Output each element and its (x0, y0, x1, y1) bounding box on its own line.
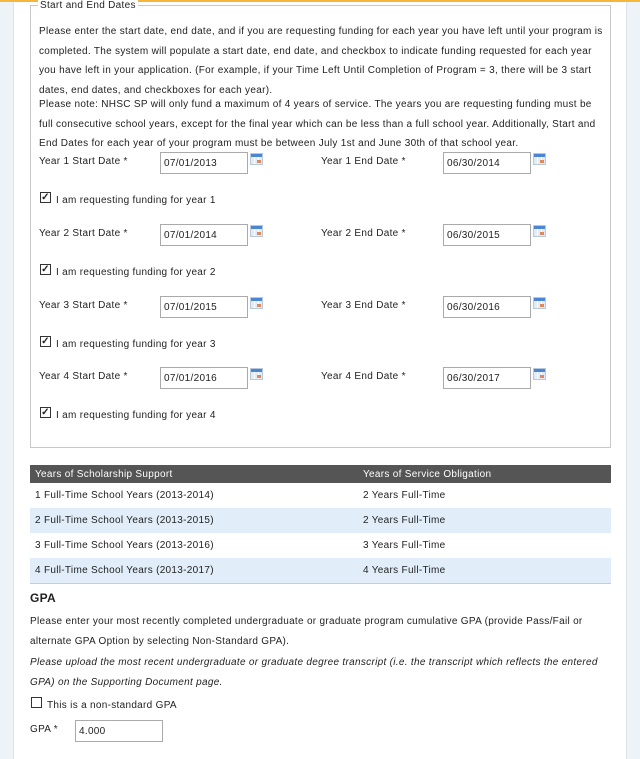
year-4-end-label: Year 4 End Date * (321, 371, 406, 382)
year-2-start-input[interactable]: 07/01/2014 (160, 224, 248, 246)
year-2-funding-label: I am requesting funding for year 2 (56, 267, 216, 278)
table-row (30, 483, 611, 508)
gpa-upload-note: Please upload the most recent undergraduate or graduate degree transcript (i.e. the transcript which reflects the entered GPA) on the Supporting Document page. (30, 657, 598, 688)
gpa-label: GPA * (30, 724, 58, 735)
year-3-end-label: Year 3 End Date * (321, 300, 406, 311)
year-3-start-input[interactable]: 07/01/2015 (160, 296, 248, 318)
year-2-start-label: Year 2 Start Date * (39, 228, 128, 239)
year-4-start-label: Year 4 Start Date * (39, 371, 128, 382)
year-1-start-label: Year 1 Start Date * (39, 156, 128, 167)
year-1-funding-label: I am requesting funding for year 1 (56, 195, 216, 206)
year-4-end-input[interactable]: 06/30/2017 (443, 367, 531, 389)
calendar-icon[interactable] (533, 225, 546, 237)
scholarship-table (30, 465, 611, 584)
calendar-icon[interactable] (250, 153, 263, 165)
year-1-end-input[interactable]: 06/30/2014 (443, 152, 531, 174)
year-3-funding-checkbox[interactable]: ✓ (41, 336, 50, 347)
gpa-input[interactable]: 4.000 (75, 720, 163, 742)
year-4-funding-checkbox[interactable]: ✓ (41, 407, 50, 418)
obligation-cell: 2 Years Full-Time (358, 508, 611, 533)
calendar-icon[interactable] (250, 368, 263, 380)
calendar-icon[interactable] (250, 225, 263, 237)
intro-text: Please enter the start date, end date, and if you are requesting funding for each year you have left until your program is completed. The system will populate a start date, end date, and checkbox to indicate funding requested for each year you have left in your application. (For example, if your Time Left Until Completion of Program = 3, there will be 3 start dates, end dates, and checkboxes for each year). (39, 26, 603, 96)
calendar-icon[interactable] (533, 368, 546, 380)
calendar-icon[interactable] (533, 153, 546, 165)
year-3-start-label: Year 3 Start Date * (39, 300, 128, 311)
support-cell: 1 Full-Time School Years (2013-2014) (35, 490, 214, 501)
year-4-start-input[interactable]: 07/01/2016 (160, 367, 248, 389)
calendar-icon[interactable] (533, 297, 546, 309)
calendar-icon[interactable] (250, 297, 263, 309)
gpa-instructions: Please enter your most recently completed undergraduate or graduate program cumulative GPA (provide Pass/Fail or alternate GPA Option by selecting Non-Standard GPA). (30, 616, 583, 647)
table-row (30, 558, 611, 583)
year-1-funding-checkbox[interactable]: ✓ (41, 192, 50, 203)
year-1-start-input[interactable]: 07/01/2013 (160, 152, 248, 174)
note-text: Please note: NHSC SP will only fund a maximum of 4 years of service. The years you are requesting funding must be full consecutive school years, except for the final year which can be less than a full school year. Additionally, Start and End Dates for each year of your program must be between July 1st and June 30th of that school year. (39, 99, 596, 149)
fieldset-legend: Start and End Dates (40, 0, 136, 11)
obligation-cell: 3 Years Full-Time (363, 540, 446, 551)
year-2-end-input[interactable]: 06/30/2015 (443, 224, 531, 246)
support-cell: 2 Full-Time School Years (2013-2015) (30, 508, 358, 533)
support-cell: 3 Full-Time School Years (2013-2016) (35, 540, 214, 551)
obligation-cell: 4 Years Full-Time (358, 558, 611, 583)
year-2-funding-checkbox[interactable]: ✓ (41, 264, 50, 275)
header-scholarship-support: Years of Scholarship Support (30, 465, 358, 483)
header-service-obligation: Years of Service Obligation (358, 465, 611, 483)
obligation-cell: 2 Years Full-Time (363, 490, 446, 501)
year-1-end-label: Year 1 End Date * (321, 156, 406, 167)
year-3-end-input[interactable]: 06/30/2016 (443, 296, 531, 318)
support-cell: 4 Full-Time School Years (2013-2017) (30, 558, 358, 583)
nonstandard-gpa-checkbox[interactable] (31, 697, 42, 708)
year-3-funding-label: I am requesting funding for year 3 (56, 339, 216, 350)
table-row (30, 508, 611, 533)
year-4-funding-label: I am requesting funding for year 4 (56, 410, 216, 421)
year-2-end-label: Year 2 End Date * (321, 228, 406, 239)
gpa-heading: GPA (30, 591, 57, 605)
table-row (30, 533, 611, 558)
nonstandard-gpa-label: This is a non-standard GPA (47, 700, 177, 711)
